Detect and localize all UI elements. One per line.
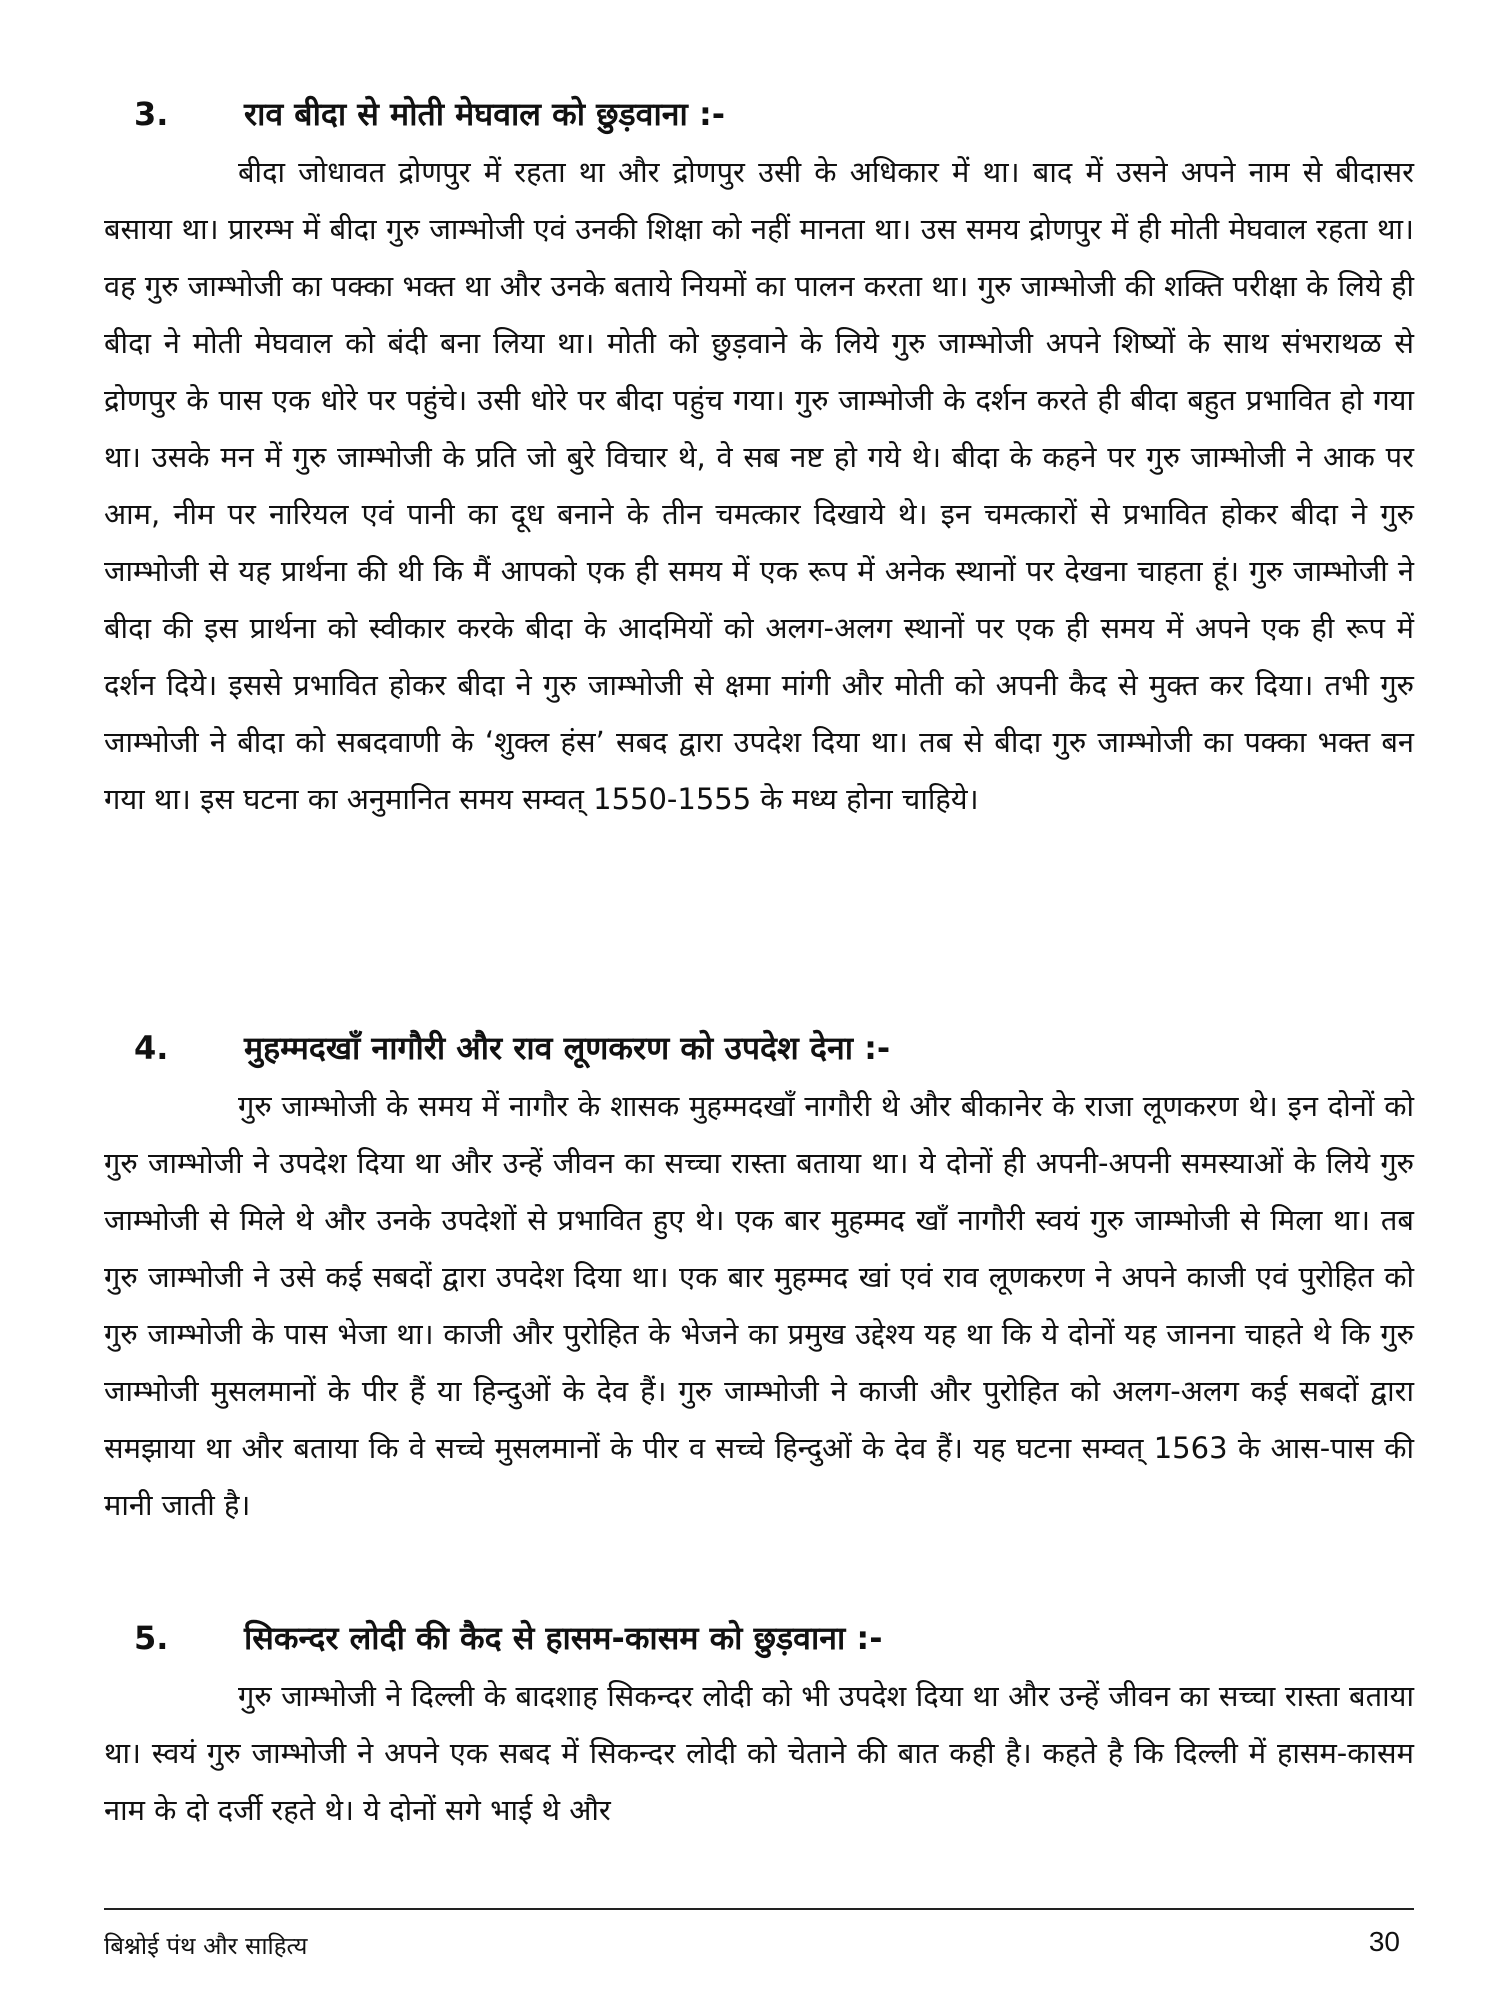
section-4-paragraph xyxy=(104,1078,1414,1534)
section-4-title: मुहम्मदखाँ नागौरी और राव लूणकरण को उपदेश देना :- xyxy=(244,1029,891,1067)
section-3-title: राव बीदा से मोती मेघवाल को छुड़वाना :- xyxy=(244,95,726,133)
page-number: 30 xyxy=(1368,1926,1400,1957)
section-3-heading xyxy=(134,94,1374,134)
section-3-paragraph xyxy=(104,144,1414,828)
section-4-number: 4. xyxy=(134,1029,169,1067)
section-4-paragraph-text: गुरु जाम्भोजी के समय में नागौर के शासक मुहम्मदखाँ नागौरी थे और बीकानेर के राजा लूणकरण थे। इन दोनों को गुरु जाम्भोजी ने उपदेश दिया था और उन्हें जीवन का सच्चा रास्ता बताया था। ये दोनों ही अपनी-अपनी समस्याओं के लिये गुरु जाम्भोजी से मिले थे और उनके उपदेशों से प्रभावित हुए थे। एक बार मुहम्मद खाँ नागौरी स्वयं गुरु जाम्भोजी से मिला था। तब गुरु जाम्भोजी ने उसे कई सबदों द्वारा उपदेश दिया था। एक बार मुहम्मद खां एवं राव लूणकरण ने अपने काजी एवं पुरोहित को गुरु जाम्भोजी के पास भेजा था। काजी और पुरोहित के भेजने का प्रमुख उद्देश्य यह था कि ये दोनों यह जानना चाहते थे कि गुरु जाम्भोजी मुसलमानों के पीर हैं या हिन्दुओं के देव हैं। गुरु जाम्भोजी ने काजी और पुरोहित को अलग-अलग कई सबदों द्वारा समझाया था और बताया कि वे सच्चे मुसलमानों के पीर व सच्चे हिन्दुओं के देव हैं। यह घटना सम्वत् 1563 के आस-पास की मानी जाती है। xyxy=(104,1089,1414,1522)
section-4-heading xyxy=(134,1028,1374,1068)
section-5-paragraph-text: गुरु जाम्भोजी ने दिल्ली के बादशाह सिकन्दर लोदी को भी उपदेश दिया था और उन्हें जीवन का सच्चा रास्ता बताया था। स्वयं गुरु जाम्भोजी ने अपने एक सबद में सिकन्दर लोदी को चेताने की बात कही है। कहते है कि दिल्ली में हासम-कासम नाम के दो दर्जी रहते थे। ये दोनों सगे भाई थे और xyxy=(104,1679,1414,1827)
section-5-heading xyxy=(134,1618,1374,1658)
footer-divider xyxy=(104,1908,1414,1910)
footer-book-title: बिश्नोई पंथ और साहित्य xyxy=(104,1932,308,1960)
section-5-title: सिकन्दर लोदी की कैद से हासम-कासम को छुड़वाना :- xyxy=(244,1619,883,1657)
section-5-paragraph xyxy=(104,1668,1414,1839)
section-3-number: 3. xyxy=(134,95,169,133)
section-3-paragraph-text: बीदा जोधावत द्रोणपुर में रहता था और द्रोणपुर उसी के अधिकार में था। बाद में उसने अपने नाम से बीदासर बसाया था। प्रारम्भ में बीदा गुरु जाम्भोजी एवं उनकी शिक्षा को नहीं मानता था। उस समय द्रोणपुर में ही मोती मेघवाल रहता था। वह गुरु जाम्भोजी का पक्का भक्त था और उनके बताये नियमों का पालन करता था। गुरु जाम्भोजी की शक्ति परीक्षा के लिये ही बीदा ने मोती मेघवाल को बंदी बना लिया था। मोती को छुड़वाने के लिये गुरु जाम्भोजी अपने शिष्यों के साथ संभराथळ से द्रोणपुर के पास एक धोरे पर पहुंचे। उसी धोरे पर बीदा पहुंच गया। गुरु जाम्भोजी के दर्शन करते ही बीदा बहुत प्रभावित हो गया था। उसके मन में गुरु जाम्भोजी के प्रति जो बुरे विचार थे, वे सब नष्ट हो गये थे। बीदा के कहने पर गुरु जाम्भोजी ने आक पर आम, नीम पर नारियल एवं पानी का दूध बनाने के तीन चमत्कार दिखाये थे। इन चमत्कारों से प्रभावित होकर बीदा ने गुरु जाम्भोजी से यह प्रार्थना की थी कि मैं आपको एक ही समय में एक रूप में अनेक स्थानों पर देखना चाहता हूं। गुरु जाम्भोजी ने बीदा की इस प्रार्थना को स्वीकार करके बीदा के आदमियों को अलग-अलग स्थानों पर एक ही समय में अपने एक ही रूप में दर्शन दिये। इससे प्रभावित होकर बीदा ने गुरु जाम्भोजी से क्षमा मांगी और मोती को अपनी कैद से मुक्त कर दिया। तभी गुरु जाम्भोजी ने बीदा को सबदवाणी के ‘शुक्ल हंस’ सबद द्वारा उपदेश दिया था। तब से बीदा गुरु जाम्भोजी का पक्का भक्त बन गया था। इस घटना का अनुमानित समय सम्वत् 1550-1555 के मध्य होना चाहिये। xyxy=(104,155,1414,816)
section-5-number: 5. xyxy=(134,1619,169,1657)
